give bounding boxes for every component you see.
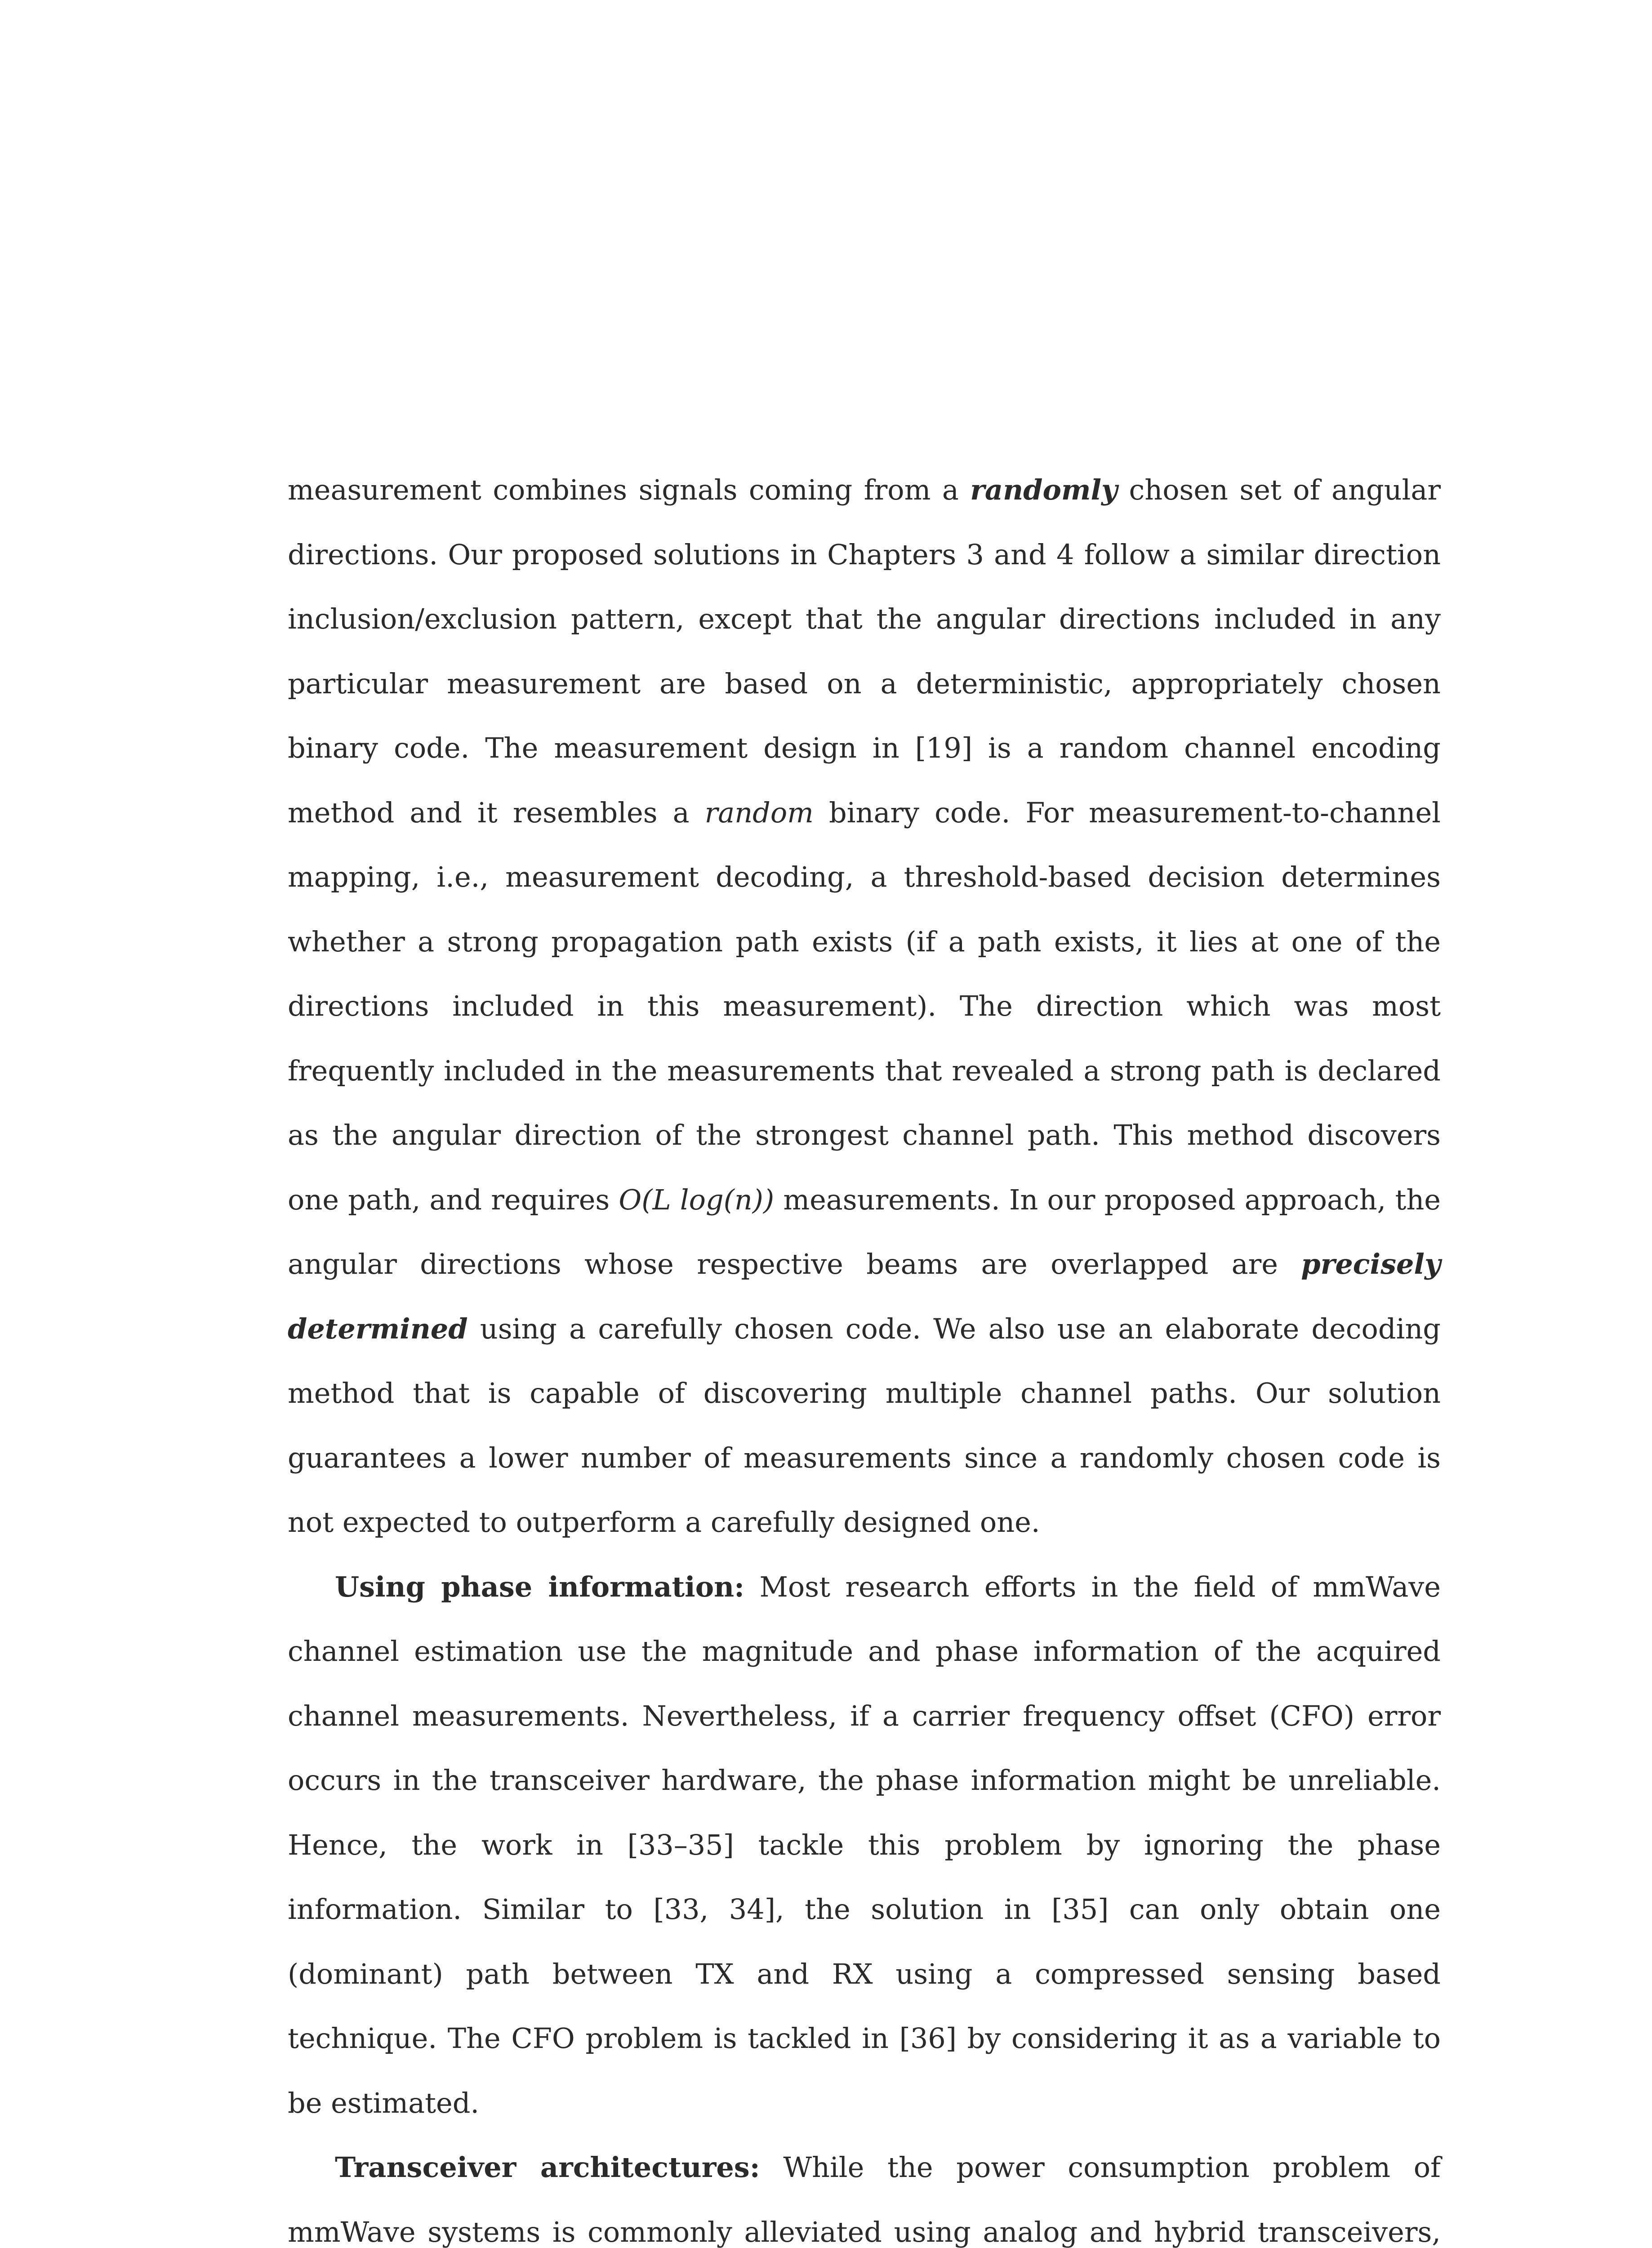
run-in-heading-phase: Using phase information: — [335, 1570, 745, 1603]
text-run: chosen set of angular directions. Our proposed solutions in Chapters 3 and 4 follow a similar direction inclusion/exclusion pattern, except that the angular directions included in any particular measurement are based on a deterministic, appropriately chosen binary code. The measurement design in [19] is a random channel encoding method and it resembles a — [288, 473, 1441, 829]
run-in-heading-transceiver: Transceiver architectures: — [335, 2151, 760, 2184]
emphasis-precisely-determined: precisely determined — [288, 1248, 1441, 1345]
text-run: measurement combines signals coming from a — [288, 473, 971, 506]
paragraph-phase-information — [288, 1555, 1441, 2136]
emphasis-randomly: randomly — [970, 473, 1118, 506]
text-run: binary code. For measurement-to-channel mapping, i.e., measurement decoding, a threshold-based decision determines whether a strong propagation path exists (if a path exists, it lies at one of the directions included in this measurement). The direction which was most frequently included in the measurements that revealed a strong path is declared as the angular direction of the strongest channel path. This method discovers one path, and requires — [288, 796, 1441, 1216]
page-body — [288, 458, 1441, 2248]
paragraph-measurement-design — [288, 458, 1441, 1555]
emphasis-random: random — [704, 796, 814, 829]
text-run: While the power consumption problem of mmWave systems is commonly alleviated using analog and hybrid transceivers, — [288, 2151, 1441, 2248]
text-run: using a carefully chosen code. We also use an elaborate decoding method that is capable of discovering multiple channel paths. Our solution guarantees a lower number of measurements since a randomly chosen code is not expected to outperform a carefully designed one. — [288, 1312, 1441, 1539]
text-run: Most research efforts in the field of mmWave channel estimation use the magnitude and phase information of the acquired channel measurements. Nevertheless, if a carrier frequency offset (CFO) error occurs in the transceiver hardware, the phase information might be unreliable. Hence, the work in [33–35] tackle this problem by ignoring the phase information. Similar to [33, 34], the solution in [35] can only obtain one (dominant) path between TX and RX using a compressed sensing based technique. The CFO problem is tackled in [36] by considering it as a variable to be estimated. — [288, 1570, 1441, 2119]
text-run: measurements. In our proposed approach, the angular directions whose respective beams are overlapped are — [288, 1183, 1441, 1280]
paragraph-transceiver-architectures — [288, 2135, 1441, 2248]
math-complexity: O(L log(n)) — [619, 1183, 775, 1216]
